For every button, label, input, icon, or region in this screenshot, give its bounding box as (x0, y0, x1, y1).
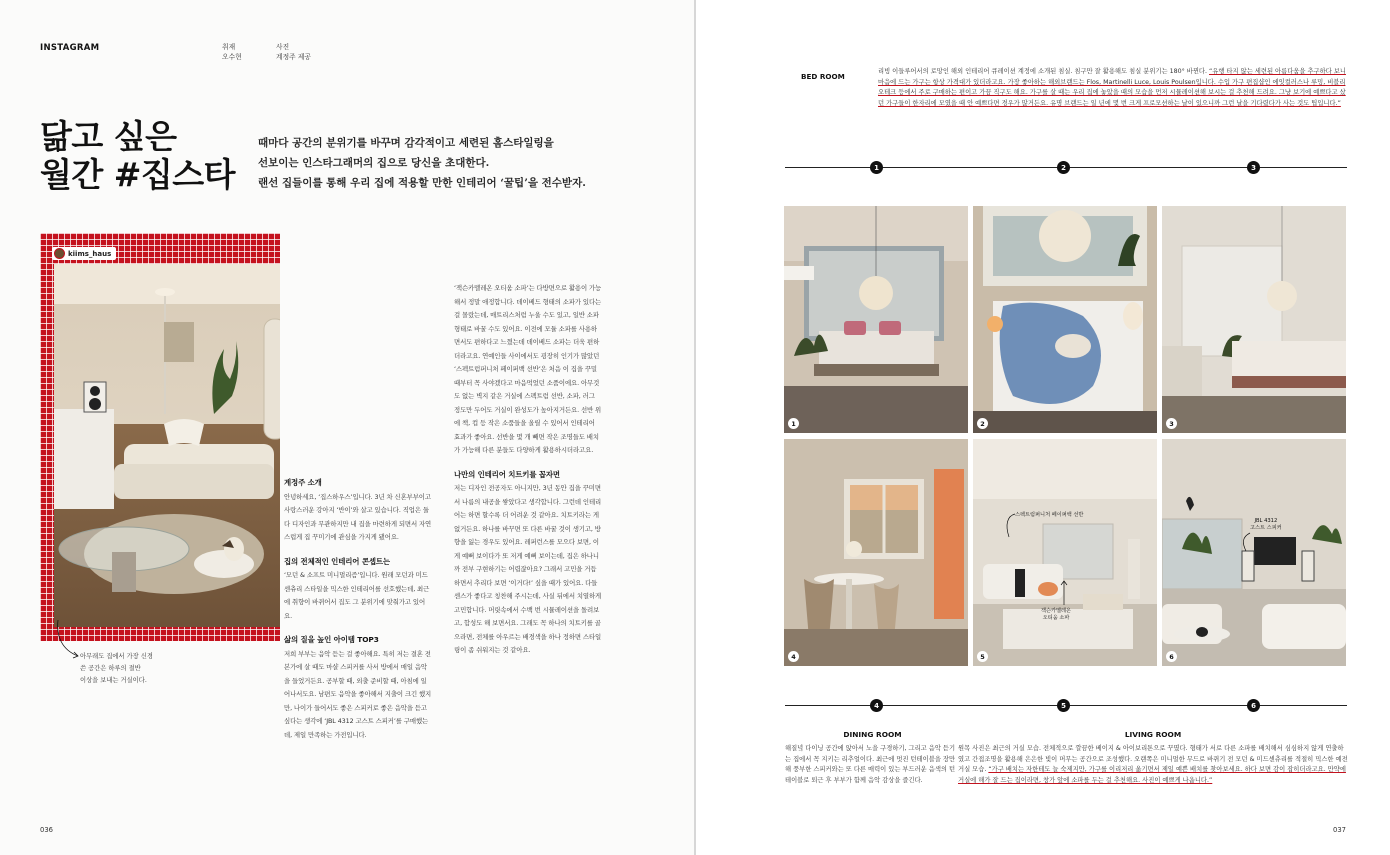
annotation-sofa: 잭슨카멜레온 오티움 소파 (1041, 608, 1072, 621)
subheading: 집의 전체적인 인테리어 콘셉트는 (284, 556, 390, 566)
marker-1: 1 (870, 161, 883, 174)
page-number-left: 036 (40, 826, 53, 834)
credit-photo: 사진 계정주 제공 (276, 43, 311, 61)
tile-number: 1 (788, 418, 799, 429)
bedroom-heading: BED ROOM (801, 72, 845, 81)
photo-bedroom-3 (1162, 206, 1346, 433)
photo-bedroom-1 (784, 206, 968, 433)
living-heading: LIVING ROOM (1124, 730, 1182, 739)
marker-5: 5 (1057, 699, 1070, 712)
photo-living-room-2 (1162, 439, 1346, 666)
lead-paragraph: 때마다 공간의 분위기를 바꾸며 감각적이고 세련된 홈스타일링을 선보이는 인스타그래머의 집으로 당신을 초대한다. 랜선 집들이를 통해 우리 집에 적용할 만한 인테리어 ‘꿀팁’을 전수받자. (258, 137, 586, 189)
tile-number: 5 (977, 651, 988, 662)
dining-text: 해질녘 다이닝 공간에 앉아서 노을 구경하기, 그리고 음악 듣기는 집에서 꼭 지키는 리추얼이다. 최근에 멋진 턴테이블을 장만해 풍부한 스피커와는 또 다른 매력이 있는 부드러운 음색의 턴테이블로 퇴근 후 부부가 함께 음악 감상을 즐긴다. (785, 745, 956, 784)
marker-2: 2 (1057, 161, 1070, 174)
paragraph: 안녕하세요, ‘집스하우스’입니다. 3년 차 신혼부부이고 사랑스러운 강아지 ‘반이’와 살고 있습니다. 직업은 둘 다 디자인과 무관하지만 내 집을 마련하게 되면서 자연스럽게 집 꾸미기에 관심을 가지게 됐어요. (284, 492, 432, 541)
photo-dining-room (784, 439, 968, 666)
body-column-2 (454, 282, 602, 668)
annotation-arrow-sofa (1059, 579, 1069, 607)
paragraph: 저는 디자인 전공자도 아니지만, 3년 동안 집을 꾸미면서 나름의 내공을 쌓았다고 생각합니다. 그런데 인테리어는 하면 할수록 더 어려운 것 같아요. 치트키라는 게 없거든요. 하나를 바꾸면 또 다른 바꿀 것이 생기고, 방향을 잃는 경우도 있어요. 레퍼런스를 모으다 보면, 이게 예뻐 보이다가 또 저게 예뻐 보이는데, 집은 하나니까 전부 구현하기는 어렵잖아요? 그래서 고민을 거듭하면서 추리다 보면 ‘이거다!’ 싶을 때가 있어요. 다들 센스가 좋다고 칭찬해 주시는데, 사실 뒤에서 치열하게 고민합니다. 머릿속에서 수백 번 시뮬레이션을 돌려보고, 합성도 해 보면서요. 그래도 꼭 하나의 치트키를 골으라면, 전체를 아우르는 배경색을 하나 정하면 스타일링이 좀 쉬워지는 것 같아요. (454, 484, 602, 654)
handle-text: kiims_haus (68, 249, 112, 258)
annotation-speaker: JBL 4312 고스트 스피커 (1250, 518, 1282, 531)
living-room-photo (54, 264, 280, 627)
paragraph: 저희 부부는 음악 듣는 걸 좋아해요. 특히 저는 결혼 전 본가에 살 때도 마샬 스피커를 사서 방에서 매일 음악을 들었거든요. 공부할 때, 외출 준비할 때, 아침에 일어나서도요. 남편도 음악을 좋아해서 지출이 크긴 했지만, 나이가 들어서도 좋은 스피커로 좋은 음악을 듣고 싶다는 생각에 ‘JBL 4312 고스트 스피커’를 구매했는데, 제일 만족하는 가전입니다. (284, 649, 432, 739)
section-label: INSTAGRAM (40, 43, 100, 53)
subheading: 계정주 소개 (284, 478, 322, 487)
photo-caption: 아무래도 집에서 가장 신경 쓴 공간은 하루의 절반 이상을 보내는 거실이다. (80, 653, 153, 684)
subheading: 나만의 인테리어 치트키를 꼽자면 (454, 469, 560, 479)
photo-living-room-1 (973, 439, 1157, 666)
marker-6: 6 (1247, 699, 1260, 712)
tile-number: 3 (1166, 418, 1177, 429)
subheading: 삶의 질을 높인 아이템 TOP3 (284, 635, 379, 644)
paragraph: ‘잭슨카멜레온 오티움 소파’는 다방면으로 활용이 가능해서 정말 애정합니다. 데이베드 형태의 소파가 있다는 걸 몰랐는데, 매트리스처럼 누울 수도 있고, 일반 소파 형태로 바꿀 수도 있어요. 이전에 모듈 소파를 사용하면서도 편하다고 느꼈는데 데이베드 소파는 더욱 편하더라고요. 연예인들 사이에서도 굉장히 인기가 많았던 ‘스펙트럼퍼니처 페이퍼백 선반’은 처음 이 집을 꾸밀 때부터 꼭 사야겠다고 마음먹었던 소품이에요. 아무것도 없는 벽지 같은 거실에 스펙트럼 선반, 소파, 러그 정도만 두어도 거실이 완성도가 높아지거든요. 선반 위에 책, 컵 등 작은 소품들을 올릴 수 있어서 인테리어 효과가 좋아요. 선반을 몇 개 빼면 작은 조명들도 배치가 가능해 다른 분들도 다양하게 활용하시더라고요. (454, 284, 602, 454)
living-text: 원목 사진은 최근의 거실 모습. 전체적으로 깔끔한 베이지 & 아이보리톤으로 꾸몄다. 형태가 서로 다른 소파를 배치해서 심심하지 않게 연출하였고 간접조명을 활용해 은은한 빛이 머무는 공간으로 조성했다. 오랜쪽은 미니멀한 무드로 바뀌기 전 모던 & 미드센츄리를 적절히 믹스한 예전 거실 모습. “가구 배치는 자한테도 늘 숙제지만, 가구를 이리저리 옮기면서 제일 예쁜 배치를 찾아보세요. 하다 보면 감이 잡히더라고요. 만약에 거실에 해가 잘 드는 집이라면, 창가 앞에 소파를 두는 걸 추천해요. 사진이 예쁘게 나옵니다.” (958, 745, 1348, 784)
instagram-handle-badge[interactable] (52, 247, 116, 260)
bedroom-text: 리빙 이들루어서의 로망인 해외 인테리어 큐레이션 계정에 소개된 침실. 침구만 잘 활용해도 침실 분위기는 180° 바뀐다. “유행 타지 않는 세련된 아름다움을 추구하다 보니 마음에 드는 가구는 항상 가격대가 있더라고요. 가장 좋아하는 해외브랜드는 Flos, Martinelli Luce, Louis Poulsen입니다. 수입 가구 편집샵인 에잇컬러스나 루밍, 비블리오테크 등에서 주로 구매하는 편이고 가끔 직구도 해요. 가구를 살 때는 우리 집에 놓았을 때의 모습을 먼저 시뮬레이션해 보시는 걸 추천해 드려요. 그냥 보기에 예쁘다고 샀던 가구들이 한자리에 모였을 때 안 예쁘다면 경우가 많거든요. 유명 브랜드는 일 년에 몇 번 크게 프로모션하는 날이 있으니까 그런 날을 기다렸다가 사는 것도 팁입니다.” (878, 68, 1346, 107)
annotation-shelf: 스펙트럼퍼니처 페이퍼백 선반 (1015, 512, 1084, 518)
page-number-right: 037 (1333, 826, 1346, 834)
tile-number: 2 (977, 418, 988, 429)
paragraph: ‘모던 & 소프트 미니멀리즘’입니다. 원래 모던과 미드센츄리 스타일을 믹스한 인테리어를 선호했는데, 최근에 취향이 바뀌어서 집도 그 분위기에 맞춰가고 있어요. (284, 571, 430, 620)
annotation-arrow-shelf (1001, 511, 1017, 541)
marker-3: 3 (1247, 161, 1260, 174)
credit-writer: 취재 오수현 (222, 43, 242, 61)
annotation-arrow-speaker (1238, 531, 1254, 553)
page-title: 닮고 싶은 월간 #집스타 (40, 117, 236, 194)
avatar (54, 248, 65, 259)
tile-number: 4 (788, 651, 799, 662)
photo-bedroom-2 (973, 206, 1157, 433)
dining-heading: DINING ROOM (843, 730, 902, 739)
tile-number: 6 (1166, 651, 1177, 662)
marker-4: 4 (870, 699, 883, 712)
body-column-1 (284, 476, 432, 752)
